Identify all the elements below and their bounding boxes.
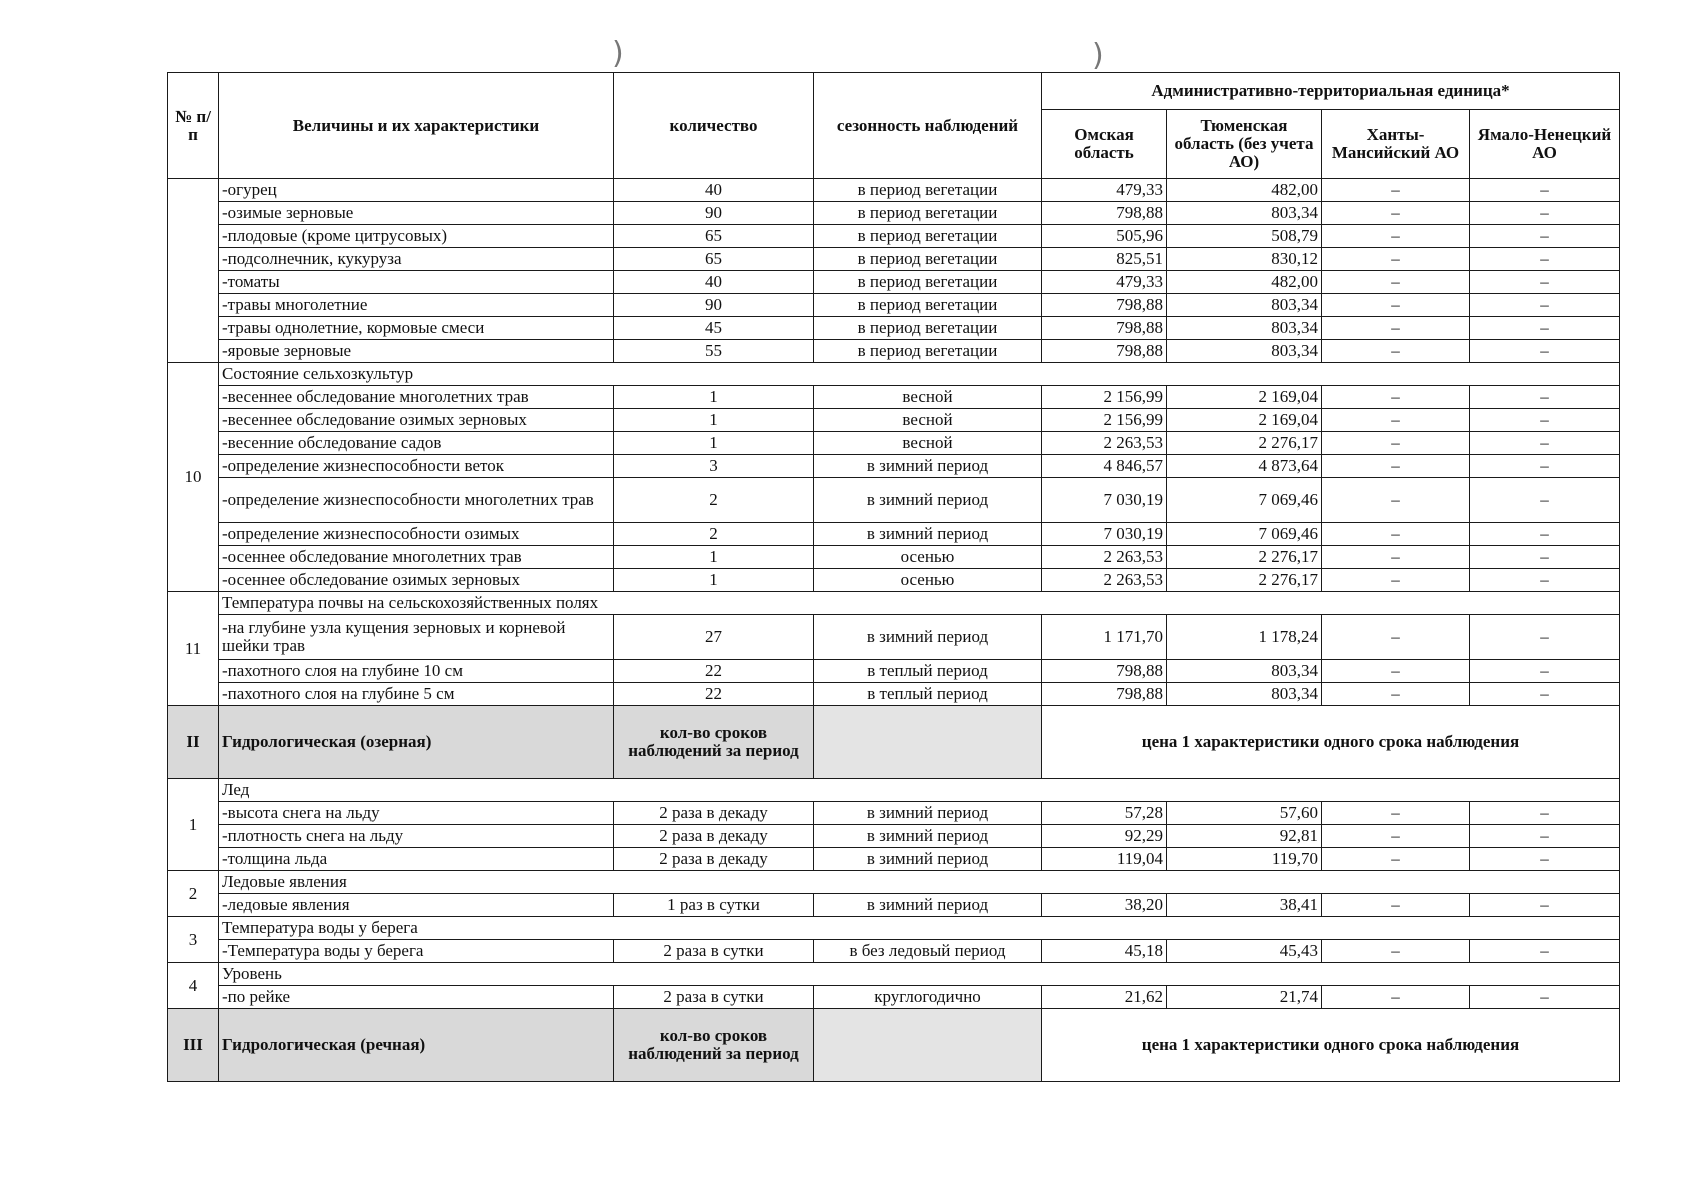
- row-tyumen-value: 803,34: [1167, 317, 1322, 340]
- header-yamal: Ямало-Ненецкий АО: [1470, 110, 1620, 179]
- row-name: -томаты: [219, 271, 614, 294]
- table-row: [168, 940, 1620, 963]
- row-season: весной: [814, 409, 1042, 432]
- group-row: [168, 871, 1620, 894]
- section-price-header: цена 1 характеристики одного срока наблюдения: [1042, 1009, 1620, 1082]
- group-number: 4: [168, 963, 219, 1009]
- row-omsk-value: 798,88: [1042, 340, 1167, 363]
- row-name: -озимые зерновые: [219, 202, 614, 225]
- row-qty: 1: [614, 386, 814, 409]
- row-qty: 2 раза в декаду: [614, 802, 814, 825]
- table-row: [168, 478, 1620, 523]
- row-yamal-value: –: [1470, 248, 1620, 271]
- row-season: весной: [814, 432, 1042, 455]
- row-yamal-value: –: [1470, 225, 1620, 248]
- row-omsk-value: 798,88: [1042, 660, 1167, 683]
- row-qty: 1: [614, 546, 814, 569]
- row-yamal-value: –: [1470, 986, 1620, 1009]
- table-row: [168, 569, 1620, 592]
- row-qty: 1 раз в сутки: [614, 894, 814, 917]
- row-season: в теплый период: [814, 660, 1042, 683]
- row-khanty-value: –: [1322, 202, 1470, 225]
- row-yamal-value: –: [1470, 409, 1620, 432]
- row-name: -яровые зерновые: [219, 340, 614, 363]
- row-yamal-value: –: [1470, 660, 1620, 683]
- row-qty: 90: [614, 294, 814, 317]
- row-khanty-value: –: [1322, 683, 1470, 706]
- row-omsk-value: 798,88: [1042, 683, 1167, 706]
- row-omsk-value: 21,62: [1042, 986, 1167, 1009]
- row-qty: 2 раза в сутки: [614, 940, 814, 963]
- row-name: -подсолнечник, кукуруза: [219, 248, 614, 271]
- row-qty: 65: [614, 225, 814, 248]
- row-khanty-value: –: [1322, 271, 1470, 294]
- group-number: 2: [168, 871, 219, 917]
- row-name: -травы многолетние: [219, 294, 614, 317]
- table-row: [168, 409, 1620, 432]
- table-row: [168, 225, 1620, 248]
- row-season: в период вегетации: [814, 202, 1042, 225]
- table-row: [168, 615, 1620, 660]
- row-omsk-value: 7 030,19: [1042, 523, 1167, 546]
- header-season: сезонность наблюдений: [814, 73, 1042, 179]
- row-omsk-value: 2 156,99: [1042, 409, 1167, 432]
- row-name: -Температура воды у берега: [219, 940, 614, 963]
- row-name: -пахотного слоя на глубине 5 см: [219, 683, 614, 706]
- table-row: [168, 848, 1620, 871]
- table-row: [168, 825, 1620, 848]
- header-no: № п/п: [168, 73, 219, 179]
- row-khanty-value: –: [1322, 569, 1470, 592]
- row-qty: 22: [614, 683, 814, 706]
- header-omsk: Омская область: [1042, 110, 1167, 179]
- row-season: в период вегетации: [814, 340, 1042, 363]
- section-qty-header: кол-во сроков наблюдений за период: [614, 1009, 814, 1082]
- row-name: -определение жизнеспособности озимых: [219, 523, 614, 546]
- row-qty: 3: [614, 455, 814, 478]
- section-title: Гидрологическая (озерная): [219, 706, 614, 779]
- row-khanty-value: –: [1322, 940, 1470, 963]
- row-khanty-value: –: [1322, 848, 1470, 871]
- row-omsk-value: 2 263,53: [1042, 432, 1167, 455]
- row-tyumen-value: 2 276,17: [1167, 546, 1322, 569]
- group-number: 1: [168, 779, 219, 871]
- row-qty: 55: [614, 340, 814, 363]
- scan-mark: ): [1092, 38, 1104, 73]
- row-name: -пахотного слоя на глубине 10 см: [219, 660, 614, 683]
- table-row: [168, 340, 1620, 363]
- row-tyumen-value: 803,34: [1167, 340, 1322, 363]
- row-omsk-value: 4 846,57: [1042, 455, 1167, 478]
- row-tyumen-value: 803,34: [1167, 660, 1322, 683]
- row-qty: 90: [614, 202, 814, 225]
- table-row: [168, 202, 1620, 225]
- row-qty: 2 раза в сутки: [614, 986, 814, 1009]
- row-qty: 45: [614, 317, 814, 340]
- table-row: [168, 179, 1620, 202]
- row-name: -по рейке: [219, 986, 614, 1009]
- row-tyumen-value: 803,34: [1167, 294, 1322, 317]
- row-season: в зимний период: [814, 894, 1042, 917]
- row-season: в без ледовый период: [814, 940, 1042, 963]
- table-row: [168, 660, 1620, 683]
- row-yamal-value: –: [1470, 386, 1620, 409]
- row-yamal-value: –: [1470, 432, 1620, 455]
- row-tyumen-value: 7 069,46: [1167, 523, 1322, 546]
- row-khanty-value: –: [1322, 478, 1470, 523]
- price-table: [167, 72, 1620, 1082]
- section-price-header: цена 1 характеристики одного срока наблюдения: [1042, 706, 1620, 779]
- group-title: Лед: [219, 779, 1620, 802]
- row-yamal-value: –: [1470, 825, 1620, 848]
- row-omsk-value: 119,04: [1042, 848, 1167, 871]
- row-name: -травы однолетние, кормовые смеси: [219, 317, 614, 340]
- row-yamal-value: –: [1470, 848, 1620, 871]
- row-yamal-value: –: [1470, 478, 1620, 523]
- row-tyumen-value: 803,34: [1167, 202, 1322, 225]
- table-row: [168, 802, 1620, 825]
- row-omsk-value: 798,88: [1042, 294, 1167, 317]
- row-tyumen-value: 92,81: [1167, 825, 1322, 848]
- row-khanty-value: –: [1322, 894, 1470, 917]
- table-row: [168, 317, 1620, 340]
- row-omsk-value: 479,33: [1042, 271, 1167, 294]
- row-qty: 2 раза в декаду: [614, 825, 814, 848]
- table-row: [168, 894, 1620, 917]
- row-yamal-value: –: [1470, 294, 1620, 317]
- row-yamal-value: –: [1470, 940, 1620, 963]
- row-tyumen-value: 508,79: [1167, 225, 1322, 248]
- row-khanty-value: –: [1322, 432, 1470, 455]
- row-omsk-value: 57,28: [1042, 802, 1167, 825]
- row-khanty-value: –: [1322, 455, 1470, 478]
- row-khanty-value: –: [1322, 317, 1470, 340]
- row-name: -весеннее обследование многолетних трав: [219, 386, 614, 409]
- row-yamal-value: –: [1470, 894, 1620, 917]
- row-khanty-value: –: [1322, 409, 1470, 432]
- row-qty: 1: [614, 409, 814, 432]
- row-khanty-value: –: [1322, 825, 1470, 848]
- row-khanty-value: –: [1322, 340, 1470, 363]
- row-yamal-value: –: [1470, 523, 1620, 546]
- row-name: -ледовые явления: [219, 894, 614, 917]
- group-title: Температура почвы на сельскохозяйственных полях: [219, 592, 1620, 615]
- row-tyumen-value: 803,34: [1167, 683, 1322, 706]
- row-yamal-value: –: [1470, 683, 1620, 706]
- row-tyumen-value: 4 873,64: [1167, 455, 1322, 478]
- group-row: [168, 592, 1620, 615]
- section-row: [168, 706, 1620, 779]
- header-tyumen: Тюменская область (без учета АО): [1167, 110, 1322, 179]
- row-khanty-value: –: [1322, 986, 1470, 1009]
- row-name: -осеннее обследование озимых зерновых: [219, 569, 614, 592]
- row-omsk-value: 798,88: [1042, 317, 1167, 340]
- row-yamal-value: –: [1470, 455, 1620, 478]
- table-body: [168, 179, 1620, 1082]
- table-row: [168, 683, 1620, 706]
- row-yamal-value: –: [1470, 271, 1620, 294]
- row-omsk-value: 2 263,53: [1042, 569, 1167, 592]
- row-season: в период вегетации: [814, 271, 1042, 294]
- header-admin-unit: Административно-территориальная единица*: [1042, 73, 1620, 110]
- row-season: в зимний период: [814, 615, 1042, 660]
- row-omsk-value: 825,51: [1042, 248, 1167, 271]
- group-title: Ледовые явления: [219, 871, 1620, 894]
- row-qty: 27: [614, 615, 814, 660]
- row-season: в период вегетации: [814, 179, 1042, 202]
- table-row: [168, 986, 1620, 1009]
- row-tyumen-value: 2 169,04: [1167, 409, 1322, 432]
- row-omsk-value: 45,18: [1042, 940, 1167, 963]
- group-number: 11: [168, 592, 219, 706]
- row-name: -высота снега на льду: [219, 802, 614, 825]
- table-row: [168, 523, 1620, 546]
- section-row: [168, 1009, 1620, 1082]
- row-tyumen-value: 7 069,46: [1167, 478, 1322, 523]
- row-name: -на глубине узла кущения зерновых и корневой шейки трав: [219, 615, 614, 660]
- row-qty: 1: [614, 432, 814, 455]
- row-season: в зимний период: [814, 478, 1042, 523]
- row-omsk-value: 2 263,53: [1042, 546, 1167, 569]
- group-row: [168, 917, 1620, 940]
- row-number-cell: [168, 179, 219, 363]
- row-name: -плодовые (кроме цитрусовых): [219, 225, 614, 248]
- row-season: круглогодично: [814, 986, 1042, 1009]
- row-tyumen-value: 2 169,04: [1167, 386, 1322, 409]
- row-tyumen-value: 482,00: [1167, 271, 1322, 294]
- section-number: III: [168, 1009, 219, 1082]
- row-yamal-value: –: [1470, 340, 1620, 363]
- row-khanty-value: –: [1322, 660, 1470, 683]
- row-season: осенью: [814, 569, 1042, 592]
- row-season: в период вегетации: [814, 225, 1042, 248]
- row-season: в зимний период: [814, 825, 1042, 848]
- row-khanty-value: –: [1322, 179, 1470, 202]
- row-tyumen-value: 45,43: [1167, 940, 1322, 963]
- table-row: [168, 386, 1620, 409]
- row-qty: 2: [614, 523, 814, 546]
- row-yamal-value: –: [1470, 615, 1620, 660]
- section-number: II: [168, 706, 219, 779]
- row-omsk-value: 7 030,19: [1042, 478, 1167, 523]
- row-name: -весенние обследование садов: [219, 432, 614, 455]
- row-tyumen-value: 482,00: [1167, 179, 1322, 202]
- row-khanty-value: –: [1322, 225, 1470, 248]
- table-row: [168, 294, 1620, 317]
- row-tyumen-value: 1 178,24: [1167, 615, 1322, 660]
- row-yamal-value: –: [1470, 569, 1620, 592]
- table-row: [168, 248, 1620, 271]
- row-tyumen-value: 119,70: [1167, 848, 1322, 871]
- row-khanty-value: –: [1322, 523, 1470, 546]
- row-season: в период вегетации: [814, 294, 1042, 317]
- row-tyumen-value: 2 276,17: [1167, 569, 1322, 592]
- row-tyumen-value: 38,41: [1167, 894, 1322, 917]
- row-tyumen-value: 2 276,17: [1167, 432, 1322, 455]
- row-omsk-value: 479,33: [1042, 179, 1167, 202]
- row-name: -толщина льда: [219, 848, 614, 871]
- row-omsk-value: 38,20: [1042, 894, 1167, 917]
- group-row: [168, 779, 1620, 802]
- row-qty: 65: [614, 248, 814, 271]
- row-tyumen-value: 57,60: [1167, 802, 1322, 825]
- row-khanty-value: –: [1322, 615, 1470, 660]
- section-blank-cell: [814, 1009, 1042, 1082]
- header-name: Величины и их характеристики: [219, 73, 614, 179]
- group-number: 10: [168, 363, 219, 592]
- section-blank-cell: [814, 706, 1042, 779]
- row-season: в зимний период: [814, 523, 1042, 546]
- row-khanty-value: –: [1322, 248, 1470, 271]
- table-row: [168, 432, 1620, 455]
- row-qty: 2 раза в декаду: [614, 848, 814, 871]
- row-season: в период вегетации: [814, 248, 1042, 271]
- row-khanty-value: –: [1322, 802, 1470, 825]
- row-season: в зимний период: [814, 455, 1042, 478]
- group-row: [168, 363, 1620, 386]
- row-season: весной: [814, 386, 1042, 409]
- row-tyumen-value: 830,12: [1167, 248, 1322, 271]
- row-qty: 40: [614, 179, 814, 202]
- row-name: -определение жизнеспособности веток: [219, 455, 614, 478]
- row-yamal-value: –: [1470, 179, 1620, 202]
- group-title: Температура воды у берега: [219, 917, 1620, 940]
- row-yamal-value: –: [1470, 317, 1620, 340]
- row-name: -весеннее обследование озимых зерновых: [219, 409, 614, 432]
- row-yamal-value: –: [1470, 202, 1620, 225]
- row-season: в теплый период: [814, 683, 1042, 706]
- table-row: [168, 546, 1620, 569]
- header-khanty: Ханты-Мансийский АО: [1322, 110, 1470, 179]
- row-khanty-value: –: [1322, 386, 1470, 409]
- row-qty: 1: [614, 569, 814, 592]
- table-row: [168, 455, 1620, 478]
- row-omsk-value: 505,96: [1042, 225, 1167, 248]
- section-qty-header: кол-во сроков наблюдений за период: [614, 706, 814, 779]
- group-title: Состояние сельхозкультур: [219, 363, 1620, 386]
- row-season: в зимний период: [814, 848, 1042, 871]
- row-name: -определение жизнеспособности многолетних трав: [219, 478, 614, 523]
- group-title: Уровень: [219, 963, 1620, 986]
- row-qty: 40: [614, 271, 814, 294]
- row-qty: 22: [614, 660, 814, 683]
- row-omsk-value: 798,88: [1042, 202, 1167, 225]
- row-name: -плотность снега на льду: [219, 825, 614, 848]
- row-omsk-value: 1 171,70: [1042, 615, 1167, 660]
- group-number: 3: [168, 917, 219, 963]
- row-season: в зимний период: [814, 802, 1042, 825]
- row-name: -огурец: [219, 179, 614, 202]
- row-yamal-value: –: [1470, 802, 1620, 825]
- row-omsk-value: 92,29: [1042, 825, 1167, 848]
- header-qty: количество: [614, 73, 814, 179]
- table-row: [168, 271, 1620, 294]
- row-yamal-value: –: [1470, 546, 1620, 569]
- row-season: осенью: [814, 546, 1042, 569]
- row-name: -осеннее обследование многолетних трав: [219, 546, 614, 569]
- section-title: Гидрологическая (речная): [219, 1009, 614, 1082]
- scan-mark: ): [612, 36, 624, 71]
- group-row: [168, 963, 1620, 986]
- row-omsk-value: 2 156,99: [1042, 386, 1167, 409]
- row-tyumen-value: 21,74: [1167, 986, 1322, 1009]
- row-khanty-value: –: [1322, 546, 1470, 569]
- row-season: в период вегетации: [814, 317, 1042, 340]
- row-qty: 2: [614, 478, 814, 523]
- row-khanty-value: –: [1322, 294, 1470, 317]
